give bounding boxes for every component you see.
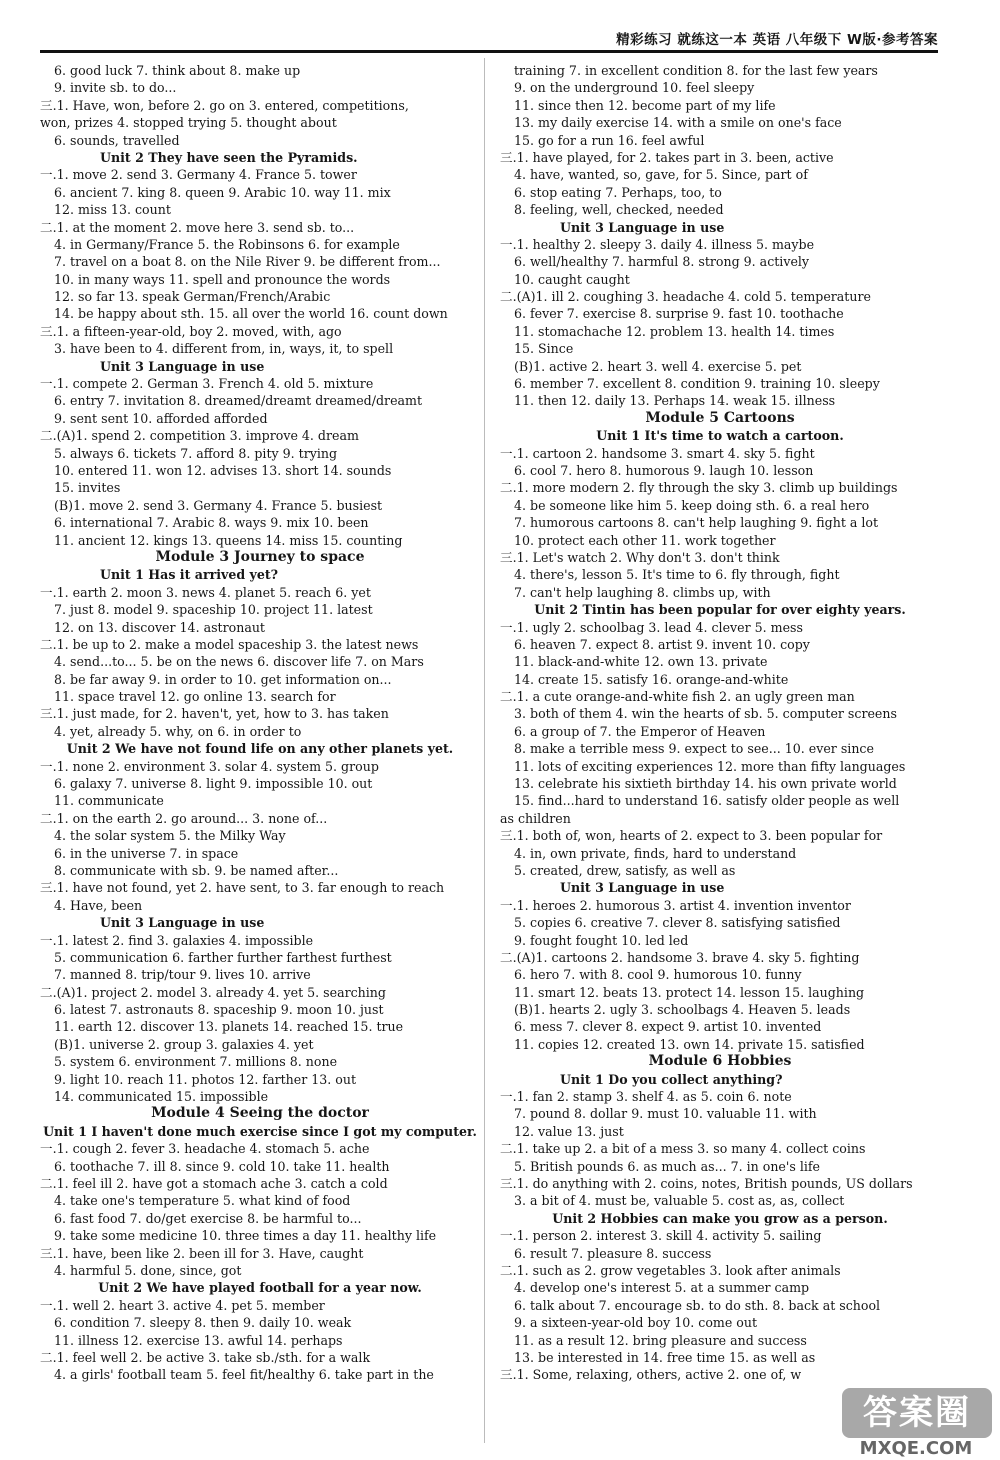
answer-line: 4. a girls' football team 5. feel fit/healthy 6. take part in the [54, 1367, 434, 1383]
answer-line: 10. caught caught [514, 271, 630, 287]
page-header [40, 22, 938, 48]
answer-line: 12. on 13. discover 14. astronaut [54, 619, 265, 635]
answer-line: 6. latest 7. astronauts 8. spaceship 9. moon 10. just [54, 1002, 384, 1018]
answer-line: 三.1. have, been like 2. been ill for 3. Have, caught [40, 1245, 364, 1261]
answer-line: 一.1. heroes 2. humorous 3. artist 4. invention inventor [500, 897, 851, 913]
answer-line: 9. fought fought 10. led led [514, 932, 689, 948]
answer-line: 6. stop eating 7. Perhaps, too, to [514, 184, 722, 200]
answer-line: 3. have been to 4. different from, in, ways, it, to spell [54, 341, 394, 357]
answer-line: 10. protect each other 11. work together [514, 532, 776, 548]
module-heading: Module 3 Journey to space [155, 548, 365, 565]
answer-line: 6. well/healthy 7. harmful 8. strong 9. actively [514, 254, 810, 270]
left-column [40, 62, 480, 1384]
answer-line: 5. system 6. environment 7. millions 8. none [54, 1054, 338, 1070]
answer-line: 14. create 15. satisfy 16. orange-and-white [514, 671, 789, 687]
answer-line: 6. entry 7. invitation 8. dreamed/dreamt dreamed/dreamt [54, 393, 423, 409]
answer-line: (B)1. move 2. send 3. Germany 4. France 5. busiest [54, 497, 383, 513]
answer-line: 6. toothache 7. ill 8. since 9. cold 10. take 11. health [54, 1158, 390, 1174]
answer-line: 4. in Germany/France 5. the Robinsons 6. for example [54, 236, 400, 252]
answer-line: 二.(A)1. project 2. model 3. already 4. yet 5. searching [40, 984, 386, 1000]
answer-line: 6. fever 7. exercise 8. surprise 9. fast 10. toothache [514, 306, 844, 322]
answer-line: 6. talk about 7. encourage sb. to do sth. 8. back at school [514, 1297, 881, 1313]
unit-heading: Unit 3 Language in use [100, 915, 265, 931]
answer-line: 13. be interested in 14. free time 15. as well as [514, 1349, 816, 1365]
answer-line: 11. copies 12. created 13. own 14. private 15. satisfied [514, 1036, 865, 1052]
answer-line: 一.1. healthy 2. sleepy 3. daily 4. illness 5. maybe [500, 236, 815, 252]
answer-line: 9. sent sent 10. afforded afforded [54, 410, 268, 426]
answer-line: 6. international 7. Arabic 8. ways 9. mix 10. been [54, 515, 369, 531]
answer-line: (B)1. active 2. heart 3. well 4. exercise 5. pet [514, 358, 802, 374]
answer-line: 6. member 7. excellent 8. condition 9. training 10. sleepy [514, 376, 880, 392]
answer-line: 6. heaven 7. expect 8. artist 9. invent 10. copy [514, 636, 810, 652]
answer-line: 6. in the universe 7. in space [54, 845, 239, 861]
answer-line: 9. a sixteen-year-old boy 10. come out [514, 1315, 758, 1331]
module-heading: Module 6 Hobbies [648, 1053, 792, 1070]
answer-line: 三.1. Have, won, before 2. go on 3. entered, competitions, [40, 97, 409, 113]
heading-heading: Unit 2 We have played football for a year now. [98, 1280, 422, 1296]
answer-line: 一.1. person 2. interest 3. skill 4. activity 5. sailing [500, 1228, 822, 1244]
header-rule [40, 50, 938, 53]
answer-line: 11. space travel 12. go online 13. search for [54, 689, 336, 705]
answer-line: 11. stomachache 12. problem 13. health 14. times [514, 323, 835, 339]
unit-heading: Unit 1 Do you collect anything? [560, 1071, 783, 1087]
answer-line: 14. communicated 15. impossible [54, 1089, 269, 1105]
answer-line: 三.1. Let's watch 2. Why don't 3. don't think [500, 549, 780, 565]
answer-line: 4. develop one's interest 5. at a summer camp [514, 1280, 810, 1296]
heading-heading: Unit 2 Hobbies can make you grow as a person. [552, 1210, 888, 1226]
answer-line: 4. in, own private, finds, hard to understand [514, 845, 797, 861]
watermark-url: MXQE.COM [859, 1438, 973, 1459]
answer-line: 15. Since [514, 341, 574, 357]
answer-line: 13. my daily exercise 14. with a smile on one's face [514, 115, 842, 131]
answer-line: 二.1. feel well 2. be active 3. take sb./sth. for a walk [40, 1349, 371, 1365]
answer-line: 4. there's, lesson 5. It's time to 6. fly through, fight [514, 567, 840, 583]
answer-line: won, prizes 4. stopped trying 5. thought about [40, 115, 337, 131]
answer-line: 11. smart 12. beats 13. protect 14. lesson 15. laughing [514, 984, 865, 1000]
module-heading: Module 4 Seeing the doctor [151, 1105, 369, 1122]
unit-heading: Unit 3 Language in use [560, 219, 725, 235]
answer-line: 二.(A)1. cartoons 2. handsome 3. brave 4. sky 5. fighting [500, 949, 860, 965]
answer-line: 4. yet, already 5. why, on 6. in order to [54, 723, 302, 739]
answer-line: 11. then 12. daily 13. Perhaps 14. weak 15. illness [514, 393, 836, 409]
heading-heading: Unit 1 I haven't done much exercise since I got my computer. [43, 1123, 477, 1139]
answer-line: 11. black-and-white 12. own 13. private [514, 654, 768, 670]
answer-line: 一.1. cartoon 2. handsome 3. smart 4. sky 5. fight [500, 445, 815, 461]
heading-heading: Unit 1 It's time to watch a cartoon. [596, 428, 844, 444]
answer-line: 3. a bit of 4. must be, valuable 5. cost as, as, collect [514, 1193, 845, 1209]
right-column [500, 62, 940, 1384]
answer-line: 一.1. earth 2. moon 3. news 4. planet 5. reach 6. yet [40, 584, 371, 600]
answer-line: 4. have, wanted, so, gave, for 5. Since, part of [514, 167, 808, 183]
answer-line: 一.1. move 2. send 3. Germany 4. France 5. tower [40, 167, 357, 183]
answer-line: 8. feeling, well, checked, needed [514, 202, 724, 218]
answer-line: as children [500, 810, 571, 826]
answer-line: 三.1. a fifteen-year-old, boy 2. moved, with, ago [40, 323, 342, 339]
answer-line: 11. communicate [54, 793, 164, 809]
answer-line: 二.1. more modern 2. fly through the sky 3. climb up buildings [500, 480, 898, 496]
answer-line: 6. galaxy 7. universe 8. light 9. impossible 10. out [54, 776, 373, 792]
answer-line: 6. mess 7. clever 8. expect 9. artist 10. invented [514, 1019, 822, 1035]
answer-line: 4. take one's temperature 5. what kind of food [54, 1193, 351, 1209]
answer-line: 三.1. just made, for 2. haven't, yet, how to 3. has taken [40, 706, 389, 722]
heading-heading: Unit 2 Tintin has been popular for over eighty years. [534, 602, 906, 618]
unit-heading: Unit 2 They have seen the Pyramids. [100, 149, 358, 165]
answer-line: 15. go for a run 16. feel awful [514, 132, 705, 148]
answer-line: 6. cool 7. hero 8. humorous 9. laugh 10. lesson [514, 462, 814, 478]
answer-line: 3. both of them 4. win the hearts of sb. 5. computer screens [514, 706, 897, 722]
answer-line: 6. good luck 7. think about 8. make up [54, 63, 301, 78]
watermark-badge: 答案圈 [842, 1388, 992, 1438]
unit-heading: Unit 3 Language in use [560, 880, 725, 896]
column-divider [484, 58, 485, 1443]
unit-heading: Unit 3 Language in use [100, 358, 265, 374]
answer-line: 12. so far 13. speak German/French/Arabic [54, 289, 331, 305]
answer-line: 6. hero 7. with 8. cool 9. humorous 10. funny [514, 967, 802, 983]
answer-line: 4. be someone like him 5. keep doing sth. 6. a real hero [514, 497, 870, 513]
answer-line: 11. lots of exciting experiences 12. more than fifty languages [514, 758, 906, 774]
answer-line: 8. communicate with sb. 9. be named after... [54, 862, 339, 878]
answer-line: 14. be happy about sth. 15. all over the world 16. count down [54, 306, 448, 322]
answer-line: 8. be far away 9. in order to 10. get information on... [54, 671, 392, 687]
module-heading: Module 5 Cartoons [645, 409, 795, 426]
answer-line: 6. fast food 7. do/get exercise 8. be harmful to... [54, 1210, 362, 1226]
answer-line: 6. condition 7. sleepy 8. then 9. daily 10. weak [54, 1315, 352, 1331]
answer-line: 11. as a result 12. bring pleasure and success [514, 1332, 807, 1348]
answer-line: 4. the solar system 5. the Milky Way [54, 828, 286, 844]
answer-line: 7. pound 8. dollar 9. must 10. valuable 11. with [514, 1106, 817, 1122]
answer-line: 一.1. cough 2. fever 3. headache 4. stomach 5. ache [40, 1141, 370, 1157]
answer-line: (B)1. universe 2. group 3. galaxies 4. yet [54, 1036, 314, 1052]
answer-line: 二.1. such as 2. grow vegetables 3. look after animals [500, 1262, 841, 1278]
answer-line: (B)1. hearts 2. ugly 3. schoolbags 4. Heaven 5. leads [514, 1002, 851, 1018]
answer-line: 一.1. latest 2. find 3. galaxies 4. impossible [40, 932, 314, 948]
answer-line: 11. since then 12. become part of my life [514, 97, 776, 113]
answer-line: 二.(A)1. spend 2. competition 3. improve 4. dream [40, 428, 359, 444]
answer-line: 15. find...hard to understand 16. satisfy older people as well [514, 793, 900, 809]
answer-line: 三.1. have played, for 2. takes part in 3. been, active [500, 149, 834, 165]
answer-line: 三.1. both of, won, hearts of 2. expect to 3. been popular for [500, 828, 883, 844]
answer-line: 一.1. compete 2. German 3. French 4. old 5. mixture [40, 376, 374, 392]
answer-line: 二.1. take up 2. a bit of a mess 3. so many 4. collect coins [500, 1141, 866, 1157]
answer-line: 5. created, drew, satisfy, as well as [514, 862, 736, 878]
answer-line: 9. take some medicine 10. three times a day 11. healthy life [54, 1228, 437, 1244]
answer-line: 9. light 10. reach 11. photos 12. farther 13. out [54, 1071, 357, 1087]
answer-line: 二.(A)1. ill 2. coughing 3. headache 4. cold 5. temperature [500, 289, 871, 305]
answer-line: 一.1. ugly 2. schoolbag 3. lead 4. clever 5. mess [500, 619, 803, 635]
answer-line: 一.1. well 2. heart 3. active 4. pet 5. member [40, 1297, 325, 1313]
answer-line: training 7. in excellent condition 8. for the last few years [514, 63, 878, 78]
answer-line: 三.1. do anything with 2. coins, notes, British pounds, US dollars [500, 1176, 913, 1191]
answer-line: 11. illness 12. exercise 13. awful 14. perhaps [54, 1332, 343, 1348]
answer-line: 6. sounds, travelled [54, 132, 180, 148]
answer-line: 13. celebrate his sixtieth birthday 14. his own private world [514, 776, 897, 792]
answer-line: 7. manned 8. trip/tour 9. lives 10. arrive [54, 967, 311, 983]
answer-line: 三.1. Some, relaxing, others, active 2. one of, w [500, 1367, 802, 1383]
answer-line: 6. result 7. pleasure 8. success [514, 1245, 712, 1261]
answer-line: 二.1. feel ill 2. have got a stomach ache 3. catch a cold [40, 1176, 388, 1191]
answer-line: 二.1. a cute orange-and-white fish 2. an ugly green man [500, 689, 855, 705]
watermark-logo [824, 1386, 1000, 1460]
answer-line: 7. travel on a boat 8. on the Nile River 9. be different from... [54, 254, 441, 270]
answer-line: 一.1. fan 2. stamp 3. shelf 4. as 5. coin 6. note [500, 1089, 792, 1105]
answer-line: 15. invites [54, 480, 121, 496]
answer-line: 6. a group of 7. the Emperor of Heaven [514, 723, 766, 739]
answer-line: 9. on the underground 10. feel sleepy [514, 80, 755, 96]
answer-line: 4. Have, been [54, 897, 143, 913]
answer-line: 6. ancient 7. king 8. queen 9. Arabic 10. way 11. mix [54, 184, 391, 200]
answer-line: 8. make a terrible mess 9. expect to see... 10. ever since [514, 741, 874, 757]
answer-line: 7. can't help laughing 8. climbs up, with [514, 584, 771, 600]
answer-line: 二.1. be up to 2. make a model spaceship 3. the latest news [40, 636, 419, 652]
answer-line: 11. earth 12. discover 13. planets 14. reached 15. true [54, 1019, 404, 1035]
answer-line: 7. humorous cartoons 8. can't help laughing 9. fight a lot [514, 515, 879, 531]
answer-line: 5. communication 6. farther further farthest furthest [54, 949, 392, 965]
answer-line: 5. copies 6. creative 7. clever 8. satisfying satisfied [514, 915, 841, 931]
answer-line: 11. ancient 12. kings 13. queens 14. miss 15. counting [54, 532, 403, 548]
answer-line: 10. in many ways 11. spell and pronounce the words [54, 271, 391, 287]
answer-line: 一.1. none 2. environment 3. solar 4. system 5. group [40, 758, 379, 774]
answer-line: 5. British pounds 6. as much as... 7. in one's life [514, 1158, 820, 1174]
answer-line: 12. value 13. just [514, 1123, 624, 1139]
answer-line: 4. harmful 5. done, since, got [54, 1262, 242, 1278]
unit-heading: Unit 1 Has it arrived yet? [100, 567, 279, 583]
answer-line: 12. miss 13. count [54, 202, 171, 218]
answer-line: 二.1. at the moment 2. move here 3. send sb. to... [40, 219, 355, 235]
answer-line: 5. always 6. tickets 7. afford 8. pity 9. trying [54, 445, 338, 461]
answer-line: 二.1. on the earth 2. go around... 3. none of... [40, 810, 328, 826]
header-title: 精彩练习 就练这一本 英语 八年级下 W版·参考答案 [616, 32, 938, 48]
answer-line: 10. entered 11. won 12. advises 13. short 14. sounds [54, 462, 392, 478]
answer-line: 7. just 8. model 9. spaceship 10. project 11. latest [54, 602, 373, 618]
answer-line: 9. invite sb. to do... [54, 80, 177, 96]
answer-line: 4. send...to... 5. be on the news 6. discover life 7. on Mars [54, 654, 424, 670]
answer-line: 三.1. have not found, yet 2. have sent, to 3. far enough to reach [40, 880, 445, 896]
heading-heading: Unit 2 We have not found life on any other planets yet. [66, 741, 454, 757]
